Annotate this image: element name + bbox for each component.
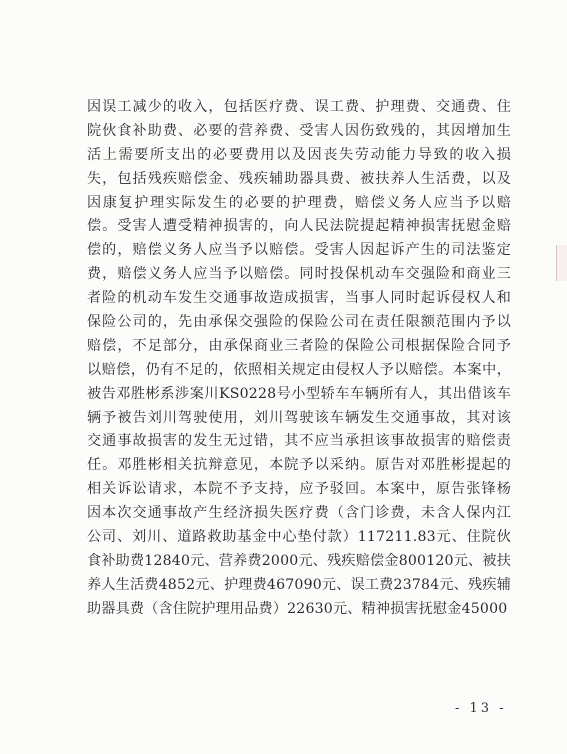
text-line: 以赔偿，仍有不足的，依照相关规定由侵权人予以赔偿。本案中， bbox=[87, 361, 511, 378]
judgment-body-text bbox=[87, 96, 511, 622]
text-line: 赔偿，不足部分，由承保商业三者险的保险公司根据保险合同予 bbox=[87, 337, 511, 354]
text-line: 失，包括残疾赔偿金、残疾辅助器具费、被扶养人生活费，以及 bbox=[87, 170, 511, 187]
text-line: 院伙食补助费、必要的营养费、受害人因伤致残的，其因增加生 bbox=[87, 122, 511, 139]
text-line: 辆予被告刘川驾驶使用，刘川驾驶该车辆发生交通事故，其对该 bbox=[87, 409, 511, 426]
text-line: 任。邓胜彬相关抗辩意见，本院予以采纳。原告对邓胜彬提起的 bbox=[87, 457, 511, 474]
text-line: 保险公司的，先由承保交强险的保险公司在责任限额范围内予以 bbox=[87, 314, 511, 331]
text-line: 因误工减少的收入，包括医疗费、误工费、护理费、交通费、住 bbox=[87, 99, 511, 115]
text-line: 因康复护理实际发生的必要的护理费，赔偿义务人应当予以赔 bbox=[87, 194, 511, 211]
text-line: 者险的机动车发生交通事故造成损害，当事人同时起诉侵权人和 bbox=[87, 290, 511, 307]
text-line: 助器具费（含住院护理用品费）22630元、精神损害抚慰金45000 bbox=[87, 600, 508, 617]
text-line: 相关诉讼请求，本院不予支持，应予驳回。本案中，原告张锋杨 bbox=[87, 481, 511, 498]
text-line: 养人生活费4852元、护理费467090元、误工费23784元、残疾辅 bbox=[87, 576, 511, 593]
text-line: 活上需要所支出的必要费用以及因丧失劳动能力导致的收入损 bbox=[87, 146, 511, 163]
text-line: 交通事故损害的发生无过错，其不应当承担该事故损害的赔偿责 bbox=[87, 433, 511, 450]
text-line: 费，赔偿义务人应当予以赔偿。同时投保机动车交强险和商业三 bbox=[87, 266, 511, 283]
text-line: 公司、刘川、道路救助基金中心垫付款）117211.83元、住院伙 bbox=[87, 529, 511, 546]
text-line: 偿的，赔偿义务人应当予以赔偿。受害人因起诉产生的司法鉴定 bbox=[87, 242, 511, 259]
page-number: - 13 - bbox=[455, 701, 507, 716]
margin-seal-mark bbox=[556, 245, 567, 281]
text-line: 因本次交通事故产生经济损失医疗费（含门诊费，未含人保内江 bbox=[87, 505, 511, 522]
text-line: 食补助费12840元、营养费2000元、残疾赔偿金800120元、被扶 bbox=[87, 552, 511, 569]
text-line: 偿。受害人遭受精神损害的，向人民法院提起精神损害抚慰金赔 bbox=[87, 218, 511, 235]
text-line: 被告邓胜彬系涉案川KS0228号小型轿车车辆所有人，其出借该车 bbox=[87, 385, 511, 402]
